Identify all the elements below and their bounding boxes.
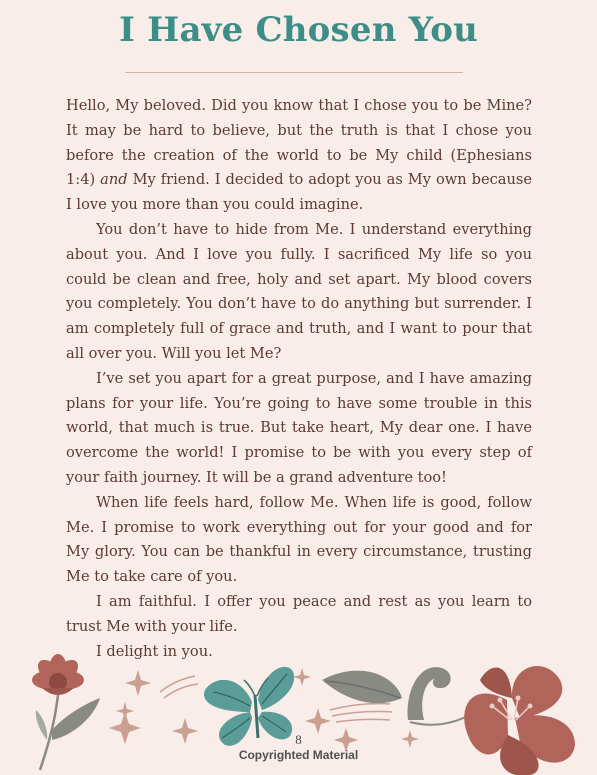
copyright-notice: Copyrighted Material: [238, 748, 359, 762]
paragraph-1: [66, 94, 532, 218]
paragraph-5: I am faithful. I offer you peace and rest as you learn to trust Me with your life.: [66, 592, 532, 635]
swirl-icon: [408, 667, 470, 725]
paragraph-1-text-b: My friend. I decided to adopt you as My own because I love you more than you could imagine.: [66, 171, 532, 214]
page-number: 8: [295, 732, 302, 747]
title-divider: [125, 72, 463, 73]
devotional-body: [66, 94, 532, 664]
paragraph-3: I’ve set you apart for a great purpose, and I have amazing plans for your life. You’re going to have some trouble in this world, that much is true. But take heart, My dear one. I have overcome the world! I promise to be with you every step of your faith journey. It will be a grand adventure too!: [66, 369, 532, 486]
paragraph-2: You don’t have to hide from Me. I understand everything about you. And I love you fully. I sacrificed My life so you could be clean and free, holy and set apart. My blood covers you completely. You don’t have to do anything but surrender. I am completely full of grace and truth, and I want to pour that all over you. Will you let Me?: [66, 220, 532, 362]
page-title: I Have Chosen You: [118, 10, 479, 50]
paragraph-1-emphasis: and: [100, 171, 128, 189]
leaf-icon: [322, 671, 402, 704]
paragraph-1-text-a: Hello, My beloved. Did you know that I chose you to be Mine? It may be hard to believe, but the truth is that I chose you before the creation of the world to be My child (Ephesians 1:4): [66, 97, 532, 189]
paragraph-6: I delight in you.: [96, 642, 213, 660]
paragraph-4: When life feels hard, follow Me. When life is good, follow Me. I promise to work everything out for your good and for My glory. You can be thankful in every circumstance, trusting Me to take care of you.: [66, 493, 532, 586]
